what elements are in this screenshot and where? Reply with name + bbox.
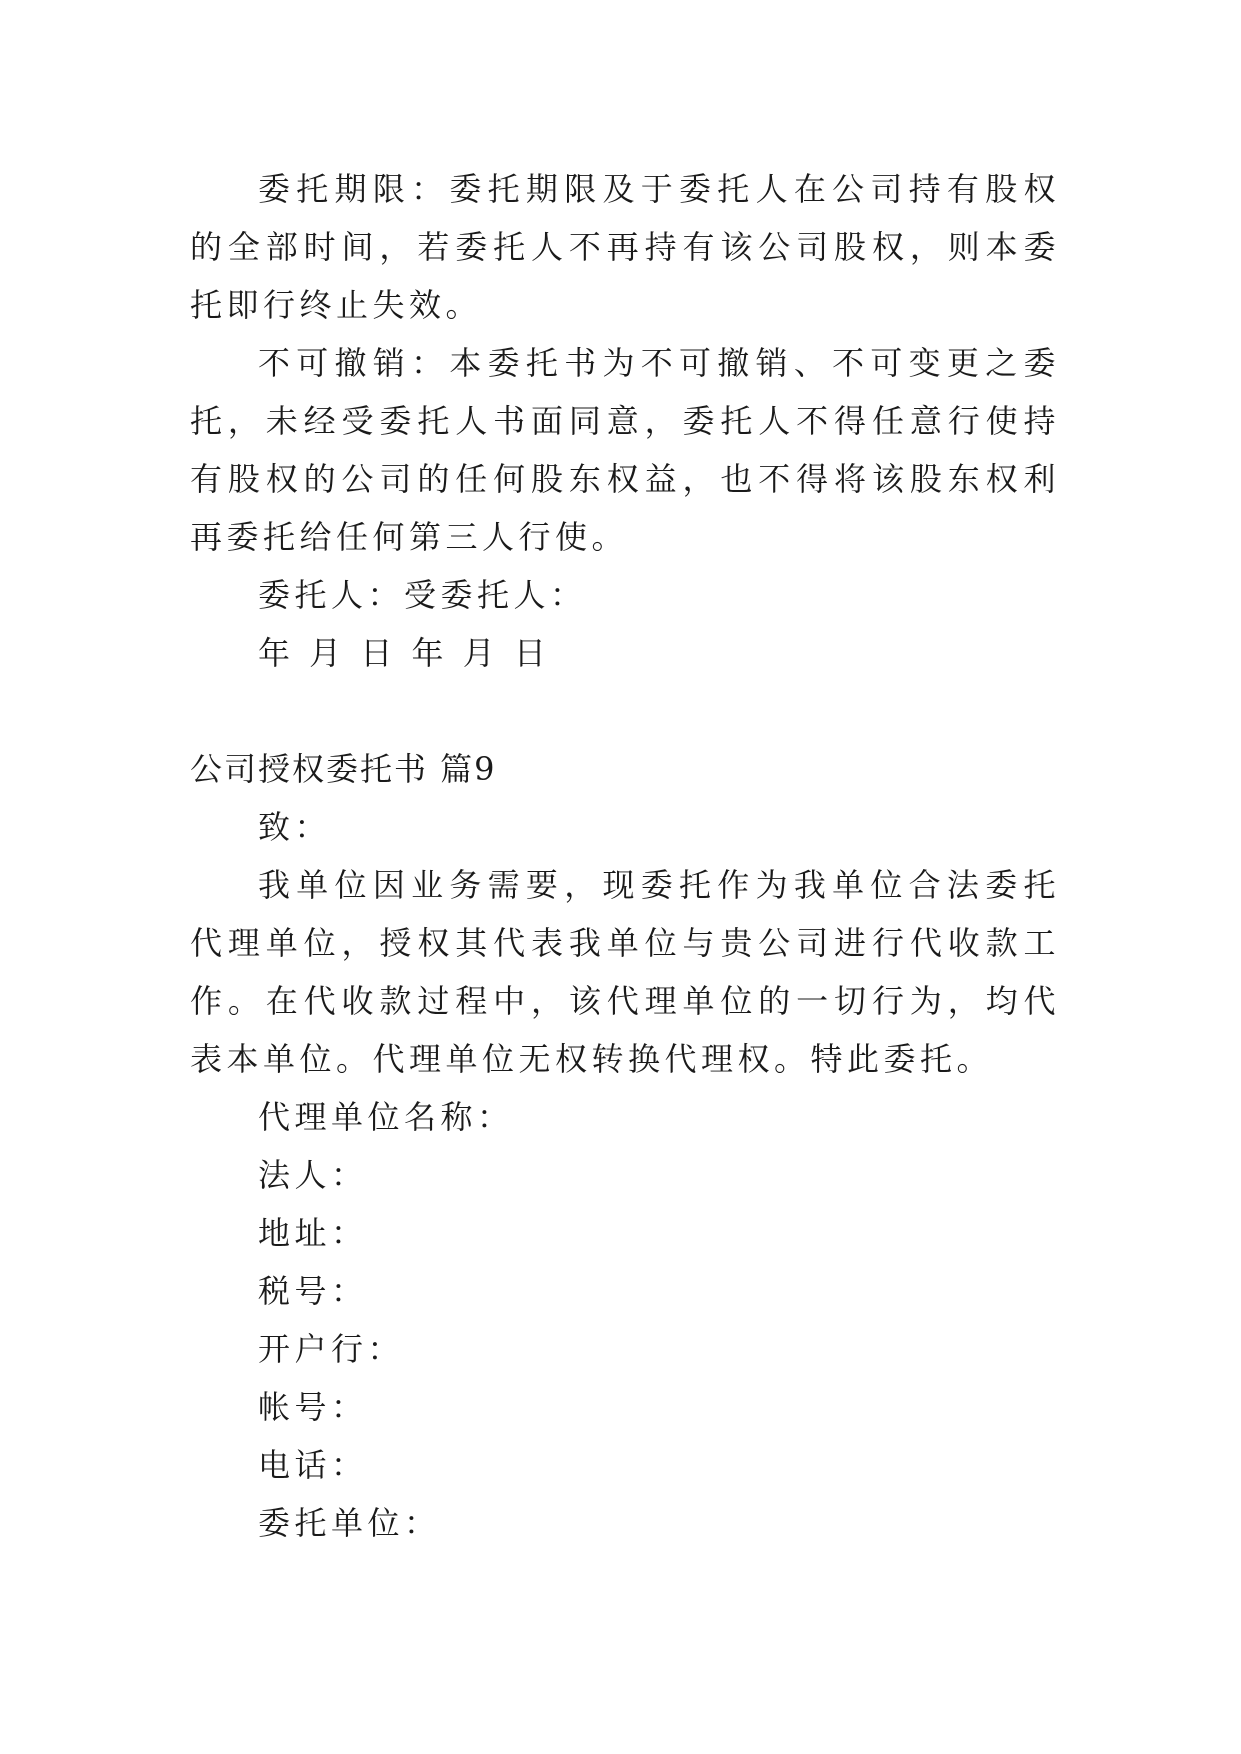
field-tax-number: 税号： xyxy=(258,1272,368,1310)
field-account: 帐号： xyxy=(258,1388,368,1426)
document-page xyxy=(190,160,1060,1552)
signatures-line: 委托人：受委托人： xyxy=(258,576,587,614)
irrevocable-paragraph: 不可撤销：本委托书为不可撤销、不可变更之委托，未经受委托人书面同意，委托人不得任意行使持有股权的公司的任何股东权益，也不得将该股东权利再委托给任何第三人行使。 xyxy=(190,344,1060,556)
field-legal-person: 法人： xyxy=(258,1156,368,1194)
field-address: 地址： xyxy=(258,1214,368,1252)
body-paragraph: 我单位因业务需要，现委托作为我单位合法委托代理单位，授权其代表我单位与贵公司进行代收款工作。在代收款过程中，该代理单位的一切行为，均代表本单位。代理单位无权转换代理权。特此委托。 xyxy=(190,866,1060,1078)
term-paragraph: 委托期限：委托期限及于委托人在公司持有股权的全部时间，若委托人不再持有该公司股权，则本委托即行终止失效。 xyxy=(190,170,1060,324)
section-heading: 公司授权委托书 篇9 xyxy=(190,750,497,788)
salutation: 致： xyxy=(258,808,332,846)
field-entrusting-unit: 委托单位： xyxy=(258,1504,441,1542)
date-line: 年 月 日 年 月 日 xyxy=(258,634,551,672)
field-phone: 电话： xyxy=(258,1446,368,1484)
field-agent-name: 代理单位名称： xyxy=(258,1098,514,1136)
field-bank: 开户行： xyxy=(258,1330,405,1368)
